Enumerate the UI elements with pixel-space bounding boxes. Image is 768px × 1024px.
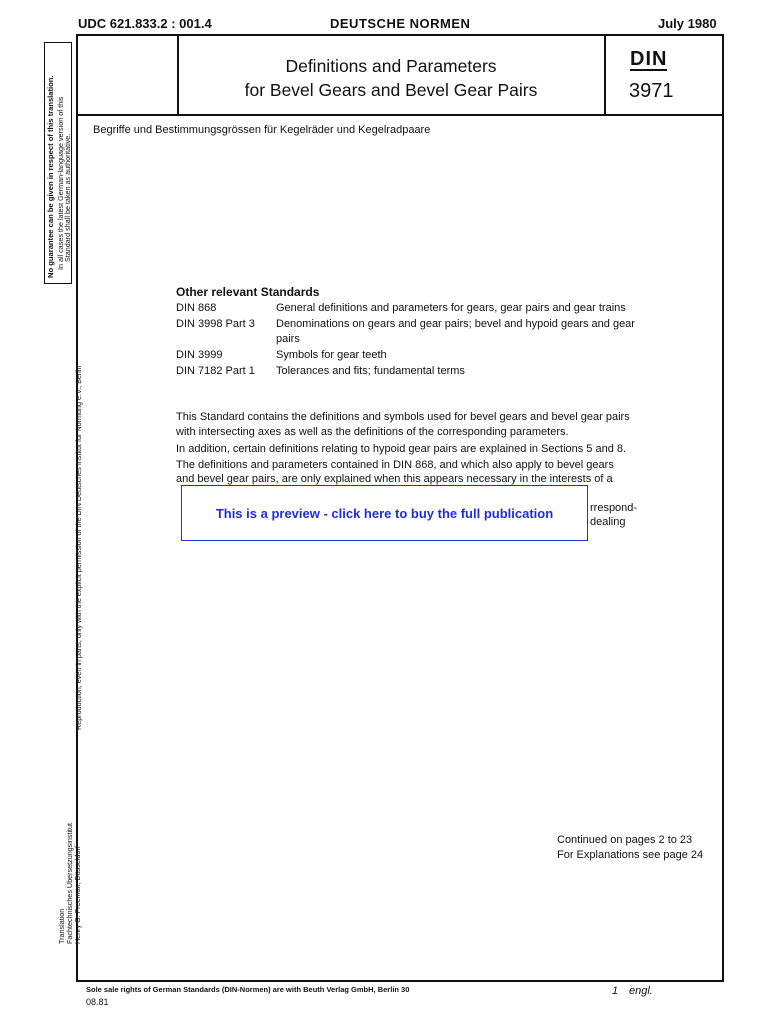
udc-code: UDC 621.833.2 : 001.4 <box>78 16 212 31</box>
continued-pages: Continued on pages 2 to 23 <box>557 834 693 846</box>
standard-code: DIN 868 <box>176 302 217 314</box>
standard-description: Tolerances and fits; fundamental terms <box>276 365 465 377</box>
body-fragment: rrespond- <box>590 502 638 514</box>
standard-number: 3971 <box>629 80 674 102</box>
page-number: 1 <box>612 985 619 997</box>
din-logo-text: DIN <box>630 48 668 70</box>
translation-institute: Fachtechnisches Übersetzungsinstitut <box>65 822 74 944</box>
other-standards-heading: Other relevant Standards <box>176 285 320 299</box>
translator-name: Henry G. Freeman, Düsseldorf <box>73 846 82 944</box>
buy-full-publication-link[interactable] <box>181 485 588 541</box>
preview-link-label: This is a preview - click here to buy the full publication <box>215 505 554 521</box>
body-text-line: and bevel gear pairs, are only explained when this appears necessary in the interests of a <box>176 473 613 485</box>
din-logo <box>630 48 667 71</box>
german-version-note: In all cases the latest German-language version of this <box>56 96 65 270</box>
standard-code: DIN 3999 <box>176 349 223 361</box>
title-divider <box>76 114 724 116</box>
standard-code: DIN 7182 Part 1 <box>176 365 255 377</box>
publication-date: July 1980 <box>658 16 717 31</box>
guarantee-note: No guarantee can be given in respect of this translation. <box>46 75 55 278</box>
standard-code: DIN 3998 Part 3 <box>176 318 255 330</box>
standard-description: General definitions and parameters for gears, gear pairs and gear trains <box>276 302 626 314</box>
body-text-line: This Standard contains the definitions and symbols used for bevel gears and bevel gear pairs <box>176 411 630 423</box>
frame-bottom <box>76 980 724 982</box>
standard-description: Denominations on gears and gear pairs; bevel and hypoid gears and gear pairs <box>276 318 635 345</box>
document-title <box>178 34 604 114</box>
translation-label: Translation <box>57 908 66 944</box>
sale-rights-note: Sole sale rights of German Standards (DIN-Normen) are with Beuth Verlag GmbH, Berlin 30 <box>86 985 410 994</box>
reproduction-note: Reproduction, even in parts, only with the explicit permission of the DIN Deutsches Institut für Normung e.V., Berlin <box>74 365 83 730</box>
title-right-divider <box>604 34 606 115</box>
title-line-1: Definitions and Parameters <box>285 56 497 76</box>
german-title: Begriffe und Bestimmungsgrössen für Kegelräder und Kegelradpaare <box>93 124 431 136</box>
body-text-line: In addition, certain definitions relating to hypoid gear pairs are explained in Sections 5 and 8. <box>176 443 627 455</box>
standard-description: Symbols for gear teeth <box>276 349 387 361</box>
title-line-2: for Bevel Gears and Bevel Gear Pairs <box>244 80 538 100</box>
german-version-note: Standard shall be taken as authoritative. <box>63 133 72 262</box>
language-code: engl. <box>629 985 653 997</box>
series-name: DEUTSCHE NORMEN <box>330 16 471 31</box>
body-fragment: dealing <box>590 516 626 528</box>
document-code: 08.81 <box>86 997 109 1007</box>
frame-right <box>722 34 724 982</box>
explanations-page: For Explanations see page 24 <box>557 849 704 861</box>
body-text-line: The definitions and parameters contained in DIN 868, and which also apply to bevel gears <box>176 459 614 471</box>
body-text-line: with intersecting axes as well as the definitions of the corresponding parameters. <box>176 426 569 438</box>
